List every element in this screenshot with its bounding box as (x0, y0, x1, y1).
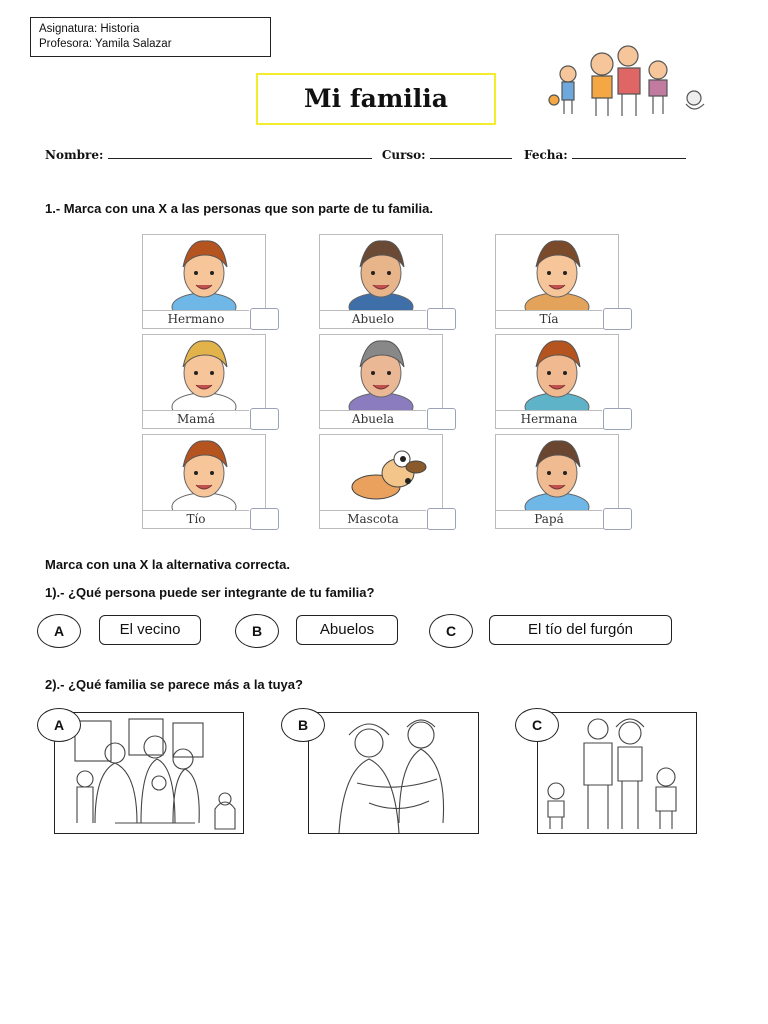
family-card-label: Tía (496, 310, 602, 328)
family-card (319, 334, 443, 429)
person-face-icon (336, 237, 426, 311)
family-card (319, 234, 443, 329)
teacher-label: Profesora: Yamila Salazar (39, 38, 172, 50)
section2-instruction: Marca con una X la alternativa correcta. (45, 557, 290, 572)
person-face-icon (336, 337, 426, 411)
extended-family-drawing (55, 713, 243, 833)
section1-instruction: 1.- Marca con una X a las personas que son parte de tu familia. (45, 201, 433, 216)
q2-option-a-circle[interactable]: A (37, 708, 81, 742)
family-card-label: Mamá (143, 410, 249, 428)
person-face-icon (159, 437, 249, 511)
family-illustration (548, 40, 718, 128)
family-card-checkbox[interactable] (427, 308, 456, 330)
family-card-checkbox[interactable] (250, 308, 279, 330)
family-card-label: Abuela (320, 410, 426, 428)
course-label: Curso: (381, 148, 426, 162)
person-face-icon (512, 437, 602, 511)
q1-option-a-circle[interactable]: A (37, 614, 81, 648)
q2-option-c-circle[interactable]: C (515, 708, 559, 742)
family-card (495, 334, 619, 429)
family-card-label: Hermano (143, 310, 249, 328)
family-card-label: Abuelo (320, 310, 426, 328)
q1-option-b[interactable]: Abuelos (296, 615, 398, 645)
name-label: Nombre: (45, 148, 104, 162)
family-card-checkbox[interactable] (603, 408, 632, 430)
mother-child-drawing (309, 713, 478, 833)
name-field[interactable] (108, 146, 372, 159)
course-field[interactable] (430, 146, 512, 159)
q1-option-b-circle[interactable]: B (235, 614, 279, 648)
family-card-checkbox[interactable] (603, 308, 632, 330)
family-card-checkbox[interactable] (250, 408, 279, 430)
student-form (45, 146, 686, 162)
dog-face-icon (336, 437, 446, 511)
family-card-checkbox[interactable] (427, 508, 456, 530)
q2-picture-b[interactable] (308, 712, 479, 834)
page-title: Mi familia (256, 73, 496, 125)
question1-text: 1).- ¿Qué persona puede ser integrante de tu familia? (45, 585, 375, 600)
family-card-checkbox[interactable] (250, 508, 279, 530)
nuclear-family-drawing (538, 713, 696, 833)
family-card (495, 434, 619, 529)
q1-option-c[interactable]: El tío del furgón (489, 615, 672, 645)
family-card-label: Papá (496, 510, 602, 528)
header-box (30, 17, 271, 57)
family-card (142, 434, 266, 529)
family-card-checkbox[interactable] (603, 508, 632, 530)
question2-text: 2).- ¿Qué familia se parece más a la tuya? (45, 677, 303, 692)
family-card (319, 434, 443, 529)
person-face-icon (159, 337, 249, 411)
family-card (495, 234, 619, 329)
family-card (142, 234, 266, 329)
subject-label: Asignatura: Historia (39, 23, 140, 35)
q1-option-c-circle[interactable]: C (429, 614, 473, 648)
person-face-icon (512, 237, 602, 311)
person-face-icon (159, 237, 249, 311)
family-card-label: Mascota (320, 510, 426, 528)
q2-picture-c[interactable] (537, 712, 697, 834)
q2-picture-a[interactable] (54, 712, 244, 834)
family-card-checkbox[interactable] (427, 408, 456, 430)
family-card-label: Tío (143, 510, 249, 528)
q1-option-a[interactable]: El vecino (99, 615, 201, 645)
date-label: Fecha: (524, 148, 568, 162)
person-face-icon (512, 337, 602, 411)
family-card-label: Hermana (496, 410, 602, 428)
q2-option-b-circle[interactable]: B (281, 708, 325, 742)
family-card (142, 334, 266, 429)
date-field[interactable] (572, 146, 686, 159)
